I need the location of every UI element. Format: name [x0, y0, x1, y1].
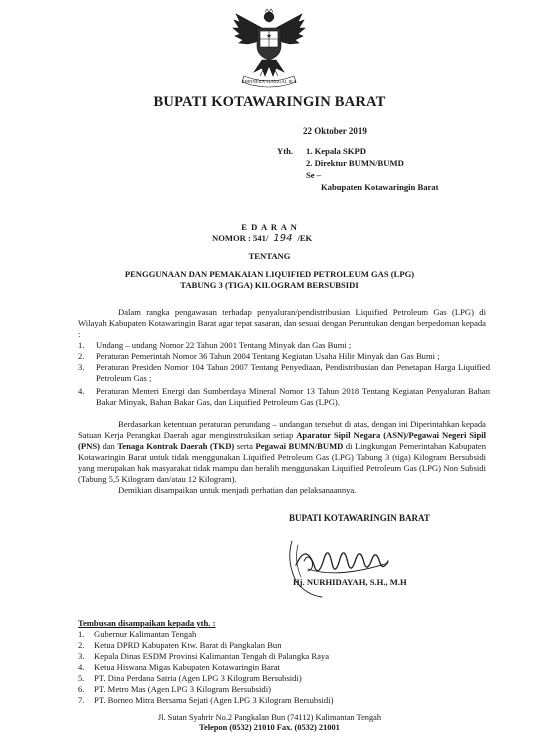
body-bold-tkd: Tenaga Kontrak Daerah (TKD): [117, 441, 235, 451]
cc-item: Gubernur Kalimantan Tengah: [94, 629, 197, 639]
cc-number: 5.: [78, 673, 85, 683]
cc-number: 6.: [78, 684, 85, 694]
regulation-number: 1.: [78, 340, 85, 350]
cc-number: 1.: [78, 629, 85, 639]
cc-item: Ketua Hiswana Migas Kabupaten Kotawaringin Barat: [94, 662, 280, 672]
body-text: dan: [99, 441, 118, 451]
body-bold-asn: Aparatur Sipil Negara (ASN)/Pegawai Negeri Sipil (PNS): [78, 430, 486, 451]
body-bold-bumn: Pegawai BUMN/BUMD: [255, 441, 344, 451]
closing-sentence: Demikian disampaikan untuk menjadi perhatian dan pelaksanaannya.: [118, 485, 357, 495]
cc-item: PT. Dina Perdana Satria (Agen LPG 3 Kilogram Bersubsidi): [94, 673, 302, 683]
cc-number: 3.: [78, 651, 85, 661]
footer-address: Jl. Sutan Syahrir No.2 Pangkalan Bun (74112) Kalimantan Tengah: [157, 713, 382, 722]
body-paragraph: [78, 419, 486, 485]
number-prefix: NOMOR : 541/: [212, 233, 269, 243]
edaran-title: E D A R A N: [241, 222, 298, 232]
cc-item: Ketua DPRD Kabupaten Ktw. Barat di Pangkalan Bun: [94, 640, 282, 650]
intro-paragraph: Dalam rangka pengawasan terhadap penyaluran/pendistribusian Liquified Petroleum Gas (LPG) di Wilayah Kabupaten Kotawaringin Barat agar tepat sasaran, dan sesuai dengan Peruntukan dengan berpedoman kepada :: [78, 307, 486, 339]
letterhead-title: BUPATI KOTAWARINGIN BARAT: [153, 94, 386, 110]
number-handwritten: 194: [273, 233, 293, 244]
body-text: di Lingkungan Pemerintahan Kabupaten Kotawaringin Barat untuk tidak menggunakan Liquified Petroleum Gas (LPG) Tabung 3 (tiga) Kilogram Bersubsidi yang merupakan hak masyarakat tidak mampu dan beralih menggunakan Liquified Petroleum Gas (LPG) Non Subsidi (Tabung 5,5 Kilogram dan/atau 12 Kilogram).: [78, 441, 486, 484]
body-text: Berdasarkan ketentuan peraturan perundang – undangan tersebut di atas, dengan ini Diperintahkan kepada Satuan Kerja Perangkat Daerah agar menginstruksikan setiap: [78, 419, 486, 440]
cc-item: PT. Metro Mas (Agen LPG 3 Kilogram Bersubsidi): [94, 684, 271, 694]
garuda-emblem-icon: [232, 8, 306, 88]
cc-heading: Tembusan disampaikan kepada yth. :: [78, 618, 216, 628]
addressee-label: Yth.: [277, 146, 293, 156]
edaran-number: [212, 233, 312, 244]
body-text: serta: [234, 441, 256, 451]
cc-number: 2.: [78, 640, 85, 650]
regulation-item: Peraturan Menteri Energi dan Sumberdaya Mineral Nomor 13 Tahun 2018 Tentang Kegiatan Penyaluran Bahan Bakar Minyak, Bahan Bakar Gas, dan Liquified Petroleum Gas (LPG).: [96, 386, 490, 407]
addressee-line: 1. Kepala SKPD: [306, 146, 366, 156]
addressee-line: 2. Direktur BUMN/BUMD: [306, 158, 404, 168]
regulation-item: Peraturan Presiden Nomor 104 Tahun 2007 Tentang Penyediaan, Pendistribusian dan Penetapan Harga Liquified Petroleum Gas ;: [96, 362, 490, 383]
cc-number: 4.: [78, 662, 85, 672]
cc-number: 7.: [78, 695, 85, 705]
letter-date: 22 Oktober 2019: [303, 126, 367, 136]
regulation-number: 3.: [78, 362, 85, 372]
number-suffix: /EK: [297, 233, 313, 243]
regulation-number: 2.: [78, 351, 85, 361]
signature-title: BUPATI KOTAWARINGIN BARAT: [289, 513, 430, 523]
cc-item: PT. Borneo Mitra Bersama Sejati (Agen LPG 3 Kilogram Bersubsidi): [94, 695, 334, 705]
svg-text:BHINNEKA TUNGGAL IKA: BHINNEKA TUNGGAL IKA: [241, 79, 297, 84]
edaran-about: TENTANG: [248, 251, 291, 261]
regulation-item: Peraturan Pemerintah Nomor 36 Tahun 2004 Tentang Kegiatan Usaha Hilir Minyak dan Gas Bumi ;: [96, 351, 440, 361]
signatory-name: Hj. NURHIDAYAH, S.H., M.H: [293, 577, 407, 587]
subject-line-2: TABUNG 3 (TIGA) KILOGRAM BERSUBSIDI: [180, 280, 359, 290]
addressee-line: Se –: [306, 170, 322, 180]
regulation-number: 4.: [78, 386, 85, 396]
cc-item: Kepala Dinas ESDM Provinsi Kalimantan Tengah di Palangka Raya: [94, 651, 330, 661]
addressee-line: Kabupaten Kotawaringin Barat: [321, 182, 439, 192]
subject-line-1: PENGGUNAAN DAN PEMAKAIAN LIQUIFIED PETROLEUM GAS (LPG): [124, 269, 415, 279]
handwritten-signature: [288, 535, 438, 605]
footer-phone: Telepon (0532) 21010 Fax. (0532) 21001: [199, 723, 340, 732]
regulation-item: Undang – undang Nomor 22 Tahun 2001 Tentang Minyak dan Gas Bumi ;: [96, 340, 352, 350]
